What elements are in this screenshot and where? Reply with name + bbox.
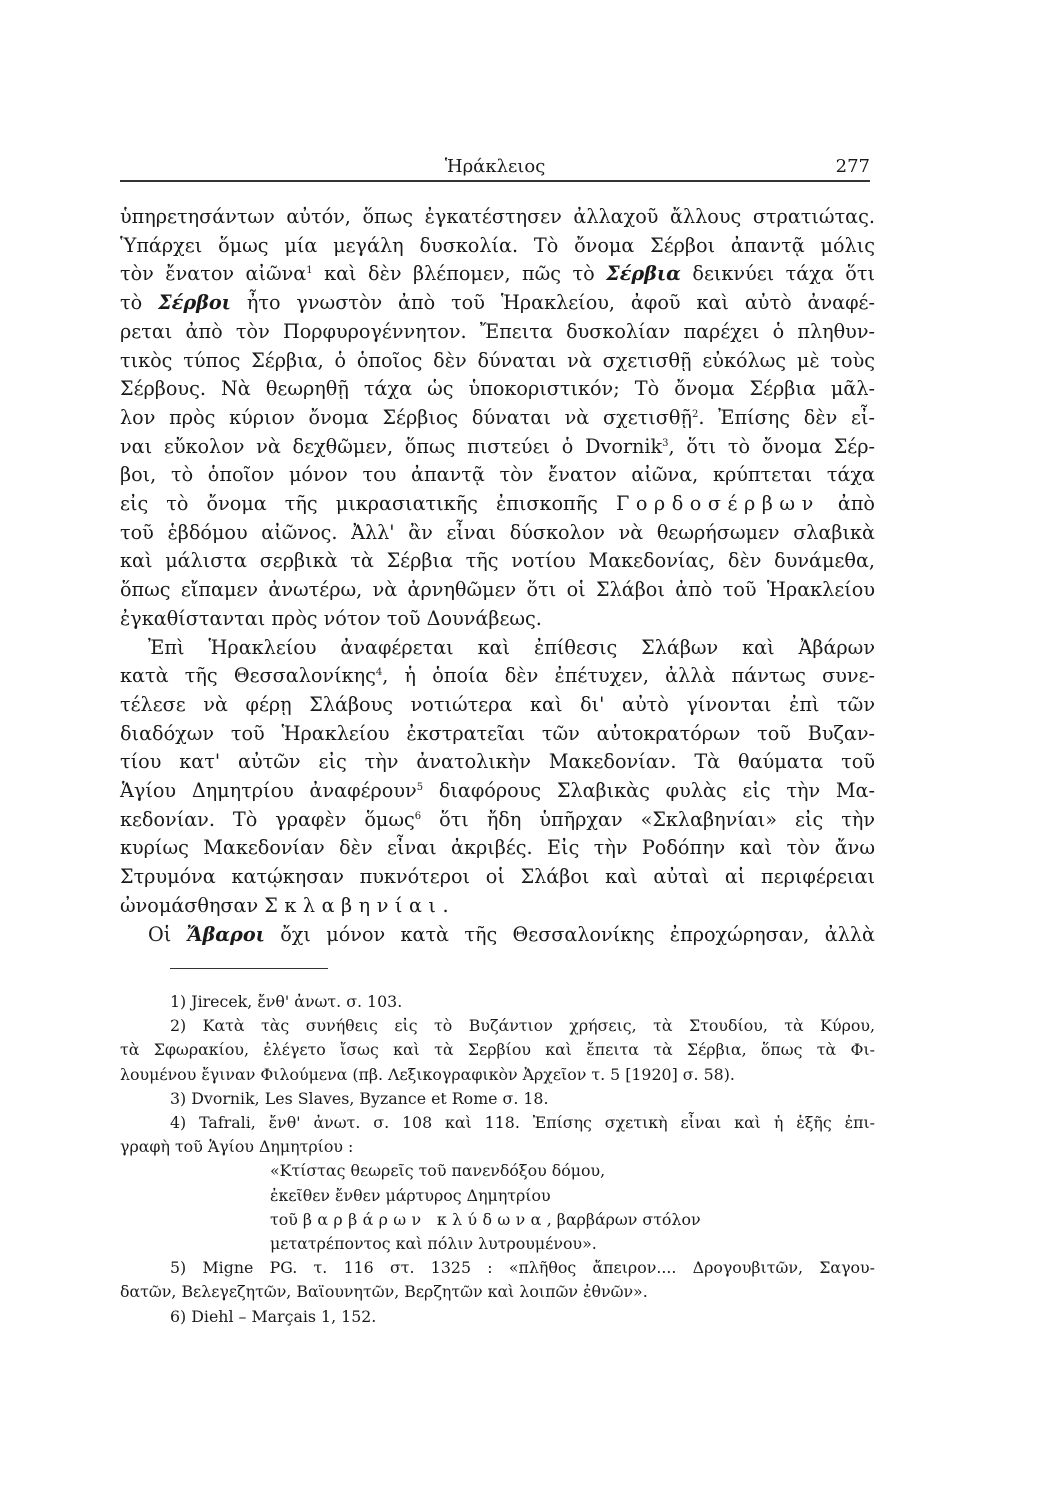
- spaced-term: βαρβάρων κλύδωνα: [302, 1209, 547, 1229]
- text-line: [120, 289, 875, 318]
- footnote-ref: 1: [306, 265, 313, 277]
- text-span: ἦτο γνωστὸν ἀπὸ τοῦ Ἡρακλείου, ἀφοῦ καὶ αὐτὸ ἀναφέ-: [246, 291, 875, 315]
- footnote-line: τὰ Σφωρακίου, ἐλέγετο ἴσως καὶ τὰ Σερβίου καὶ ἔπειτα τὰ Σέρβια, ὅπως τὰ Φι-: [120, 1040, 875, 1060]
- text-line: βοι, τὸ ὁποῖον μόνον του ἀπαντᾷ τὸν ἔνατον αἰῶνα, κρύπτεται τάχα: [120, 463, 875, 487]
- bold-italic-term: Ἄβαροι: [186, 922, 265, 946]
- text-line: Στρυμόνα κατῴκησαν πυκνότεροι οἱ Σλάβοι καὶ αὐταὶ αἱ περιφέρειαι: [120, 865, 875, 889]
- bold-italic-term: Σέρβοι: [158, 291, 231, 315]
- text-span: ὄχι μόνον κατὰ τῆς Θεσσαλονίκης ἐπροχώρησαν, ἀλλὰ: [280, 922, 875, 946]
- footnote-ref: 5: [416, 782, 424, 794]
- text-span: τοῦ: [270, 1209, 298, 1229]
- running-title: Ἡράκλειος: [444, 156, 546, 177]
- footnote-line: 3) Dvornik, Les Slaves, Byzance et Rome σ. 18.: [170, 1088, 549, 1108]
- footnote-ref: 3: [662, 437, 669, 449]
- text-span: τὸ: [120, 291, 143, 315]
- text-span: τὸν ἔνατον αἰῶνα: [120, 262, 307, 286]
- footnote-line: δατῶν, Βελεγεζητῶν, Βαϊουνητῶν, Βερζητῶν καὶ λοιπῶν ἐθνῶν».: [120, 1282, 648, 1302]
- footnote-ref: 2: [691, 408, 699, 420]
- text-span: ὅτι ἤδη ὑπῆρχαν «Σκλαβηνίαι» εἰς τὴν: [439, 807, 875, 831]
- text-line: κυρίως Μακεδονίαν δὲν εἶναι ἀκριβές. Εἰς τὴν Ροδόπην καὶ τὸν ἄνω: [120, 836, 875, 860]
- text-line: τικὸς τύπος Σέρβια, ὁ ὁποῖος δὲν δύναται νὰ σχετισθῇ εὐκόλως μὲ τοὺς: [120, 348, 875, 372]
- text-span: ἀπὸ: [837, 492, 875, 516]
- text-span: , ὅτι τὸ ὄνομα Σέρ-: [668, 434, 875, 458]
- text-line: ὅπως εἴπαμεν ἀνωτέρω, νὰ ἀρνηθῶμεν ὅτι οἱ Σλάβοι ἀπὸ τοῦ Ἡρακλείου: [120, 578, 875, 602]
- text-line: τέλεσε νὰ φέρῃ Σλάβους νοτιώτερα καὶ δι' αὐτὸ γίνονται ἐπὶ τῶν: [120, 692, 875, 716]
- text-line: ὑπηρετησάντων αὐτόν, ὅπως ἐγκατέστησεν ἀλλαχοῦ ἄλλους στρατιώτας.: [120, 205, 875, 228]
- text-span: . Ἐπίσης δὲν εἶ-: [698, 405, 875, 429]
- text-span: λον πρὸς κύριον ὄνομα Σέρβιος δύναται νὰ σχετισθῇ: [120, 405, 692, 429]
- text-line: [120, 806, 875, 835]
- text-line: ἐγκαθίστανται πρὸς νότον τοῦ Δουνάβεως.: [120, 606, 542, 630]
- footnote-line: 1) Jirecek, ἔνθ' ἀνωτ. σ. 103.: [170, 992, 403, 1011]
- verse-line: «Κτίστας θεωρεῖς τοῦ πανενδόξου δόμου,: [270, 1161, 606, 1181]
- footnotes: [120, 990, 875, 1329]
- text-span: , βαρβάρων στόλον: [546, 1209, 701, 1229]
- spaced-term: Γορδοσέρβων: [616, 492, 820, 516]
- text-line: [120, 260, 875, 289]
- footnote-line: γραφὴ τοῦ Ἁγίου Δημητρίου :: [120, 1137, 354, 1157]
- footnote-line: 5) Migne PG. τ. 116 στ. 1325 : «πλῆθος ἄπειρον.... Δρογουβιτῶν, Σαγου-: [170, 1258, 875, 1278]
- text-line: Ἐπὶ Ἡρακλείου ἀναφέρεται καὶ ἐπίθεσις Σλάβων καὶ Ἀβάρων: [148, 635, 875, 659]
- text-span: κεδονίαν. Τὸ γραφὲν ὅμως: [120, 807, 415, 831]
- spaced-term: Σκλαβηνίαι.: [264, 893, 456, 917]
- bold-italic-term: Σέρβια: [606, 262, 681, 286]
- text-line: τοῦ ἑβδόμου αἰῶνος. Ἀλλ' ἂν εἶναι δύσκολον νὰ θεωρήσωμεν σλαβικὰ: [120, 520, 875, 544]
- text-line: [120, 921, 875, 950]
- text-span: Ἁγίου Δημητρίου ἀναφέρουν: [120, 779, 417, 803]
- text-line: [120, 662, 875, 691]
- footnote-ref: 4: [375, 667, 383, 679]
- page-number: 277: [835, 156, 870, 177]
- text-line: [120, 892, 875, 921]
- text-line: Σέρβους. Νὰ θεωρηθῇ τάχα ὡς ὑποκοριστικόν; Τὸ ὄνομα Σέρβια μᾶλ-: [120, 377, 875, 401]
- text-span: εἰς τὸ ὄνομα τῆς μικρασιατικῆς ἐπισκοπῆς: [120, 492, 598, 516]
- verse-line: ἐκεῖθεν ἔνθεν μάρτυρος Δημητρίου: [270, 1185, 551, 1205]
- text-span: κατὰ τῆς Θεσσαλονίκης: [120, 664, 376, 688]
- header-rule: [120, 180, 870, 182]
- text-span: ναι εὔκολον νὰ δεχθῶμεν, ὅπως πιστεύει ὁ Dvornik: [120, 434, 663, 458]
- text-span: διαφόρους Σλαβικὰς φυλὰς εἰς τὴν Μα-: [438, 779, 875, 803]
- footnote-line: λουμένου ἔγιναν Φιλούμενα (πβ. Λεξικογραφικὸν Ἀρχεῖον τ. 5 [1920] σ. 58).: [120, 1064, 735, 1084]
- text-line: διαδόχων τοῦ Ἡρακλείου ἐκστρατεῖαι τῶν αὐτοκρατόρων τοῦ Βυζαν-: [120, 721, 875, 745]
- text-line: καὶ μάλιστα σερβικὰ τὰ Σέρβια τῆς νοτίου Μακεδονίας, δὲν δυνάμεθα,: [120, 549, 875, 573]
- text-line: ρεται ἀπὸ τὸν Πορφυρογέννητον. Ἔπειτα δυσκολίαν παρέχει ὁ πληθυν-: [120, 319, 875, 343]
- text-span: δεικνύει τάχα ὅτι: [692, 262, 875, 286]
- text-line: [120, 490, 875, 519]
- text-line: τίου κατ' αὐτῶν εἰς τὴν ἀνατολικὴν Μακεδονίαν. Τὰ θαύματα τοῦ: [120, 750, 875, 774]
- text-line: Ὑπάρχει ὅμως μία μεγάλη δυσκολία. Τὸ ὄνομα Σέρβοι ἀπαντᾷ μόλις: [120, 233, 875, 257]
- text-span: , ἡ ὁποία δὲν ἐπέτυχεν, ἀλλὰ πάντως συνε-: [382, 664, 875, 688]
- text-line: [120, 777, 875, 806]
- footnote-line: 4) Tafrali, ἔνθ' ἀνωτ. σ. 108 καὶ 118. Ἐπίσης σχετικὴ εἶναι καὶ ἡ ἑξῆς ἐπι-: [170, 1113, 875, 1133]
- footnote-line: 6) Diehl – Marçais 1, 152.: [170, 1306, 377, 1326]
- verse-line: μετατρέποντος καὶ πόλιν λυτρουμένου».: [270, 1234, 597, 1254]
- footnote-line: 2) Κατὰ τὰς συνήθεις εἰς τὸ Βυζάντιον χρήσεις, τὰ Στουδίου, τὰ Κύρου,: [170, 1016, 875, 1036]
- text-line: [120, 404, 875, 433]
- main-text: [120, 203, 875, 949]
- text-span: ὠνομάσθησαν: [120, 893, 259, 917]
- text-span: καὶ δὲν βλέπομεν, πῶς τὸ: [324, 262, 595, 286]
- running-head: [120, 150, 870, 180]
- text-line: [120, 433, 875, 462]
- footnote-ref: 6: [414, 810, 422, 822]
- footnote-rule: [170, 968, 328, 969]
- verse-line: [120, 1208, 875, 1232]
- text-span: Οἱ: [148, 922, 172, 946]
